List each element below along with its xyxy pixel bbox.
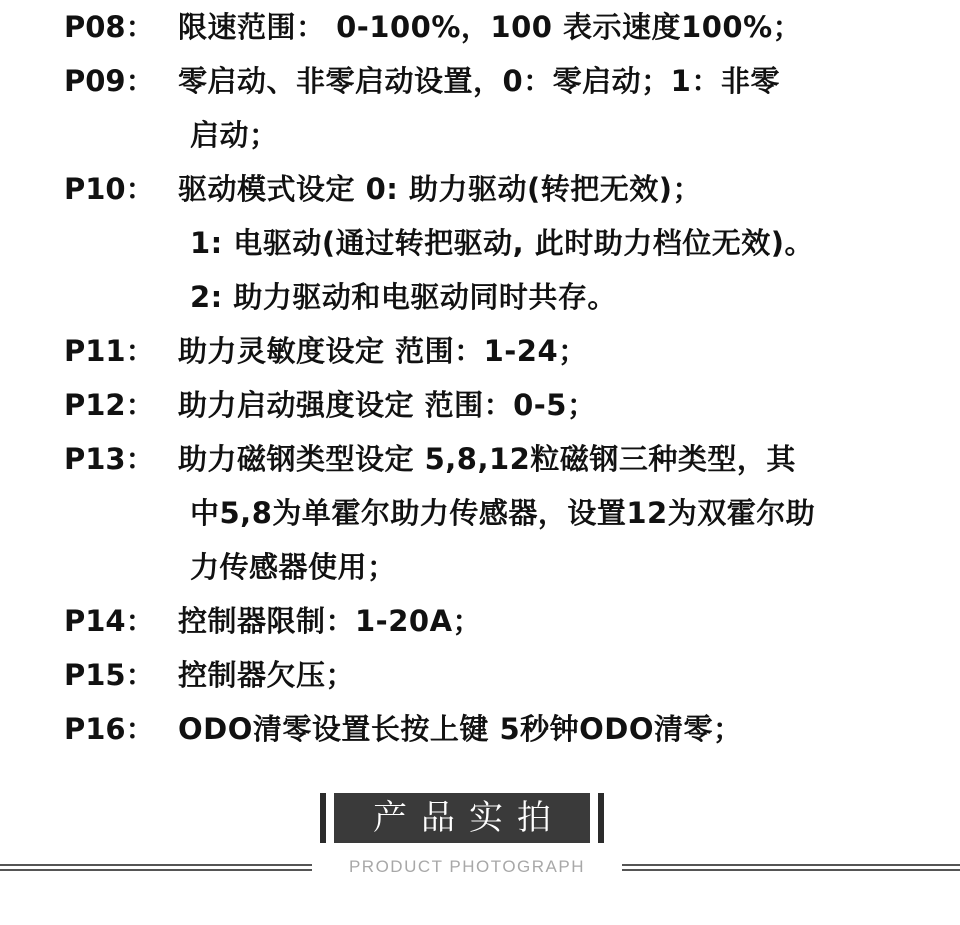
param-code: P16：	[64, 712, 155, 746]
param-code: P12：	[64, 388, 155, 422]
param-code: P14：	[64, 604, 155, 638]
param-description: 驱动模式设定 0: 助力驱动(转把无效)；	[178, 172, 702, 206]
section-title: 产品实拍	[334, 793, 590, 843]
param-p09	[0, 54, 960, 152]
param-description: 助力磁钢类型设定 5,8,12粒磁钢三种类型，其	[178, 442, 796, 476]
param-code: P08：	[64, 10, 155, 44]
section-subtitle: PRODUCT PHOTOGRAPH	[348, 857, 586, 876]
param-description-continued: 中5,8为单霍尔助力传感器，设置12为双霍尔助	[190, 496, 816, 530]
param-p12	[0, 378, 960, 432]
param-p14	[0, 594, 960, 648]
left-accent-bar	[320, 793, 326, 843]
param-description-continued: 力传感器使用；	[190, 550, 397, 584]
param-p11	[0, 324, 960, 378]
param-description: ODO清零设置长按上键 5秒钟ODO清零；	[178, 712, 743, 746]
param-description-continued: 启动；	[190, 118, 279, 152]
left-double-rule	[0, 864, 312, 872]
right-double-rule	[622, 864, 960, 872]
param-description: 助力启动强度设定 范围：0-5；	[178, 388, 597, 422]
param-description: 助力灵敏度设定 范围：1-24；	[178, 334, 588, 368]
param-p13	[0, 432, 960, 584]
param-description: 控制器欠压；	[178, 658, 356, 692]
right-accent-bar	[598, 793, 604, 843]
param-description: 零启动、非零启动设置，0：零启动；1：非零	[178, 64, 780, 98]
param-code: P11：	[64, 334, 155, 368]
section-header	[0, 790, 960, 890]
param-code: P13：	[64, 442, 155, 476]
param-description-continued: 1: 电驱动(通过转把驱动, 此时助力档位无效)。	[190, 226, 814, 260]
param-p08	[0, 0, 960, 54]
section-title-box	[320, 793, 604, 843]
param-code: P09：	[64, 64, 155, 98]
param-description: 限速范围： 0-100%，100 表示速度100%；	[178, 10, 803, 44]
param-code: P10：	[64, 172, 155, 206]
param-p10	[0, 162, 960, 314]
param-p15	[0, 648, 960, 702]
param-p16	[0, 702, 960, 756]
param-code: P15：	[64, 658, 155, 692]
param-description: 控制器限制：1-20A；	[178, 604, 483, 638]
param-description-continued: 2: 助力驱动和电驱动同时共存。	[190, 280, 617, 314]
